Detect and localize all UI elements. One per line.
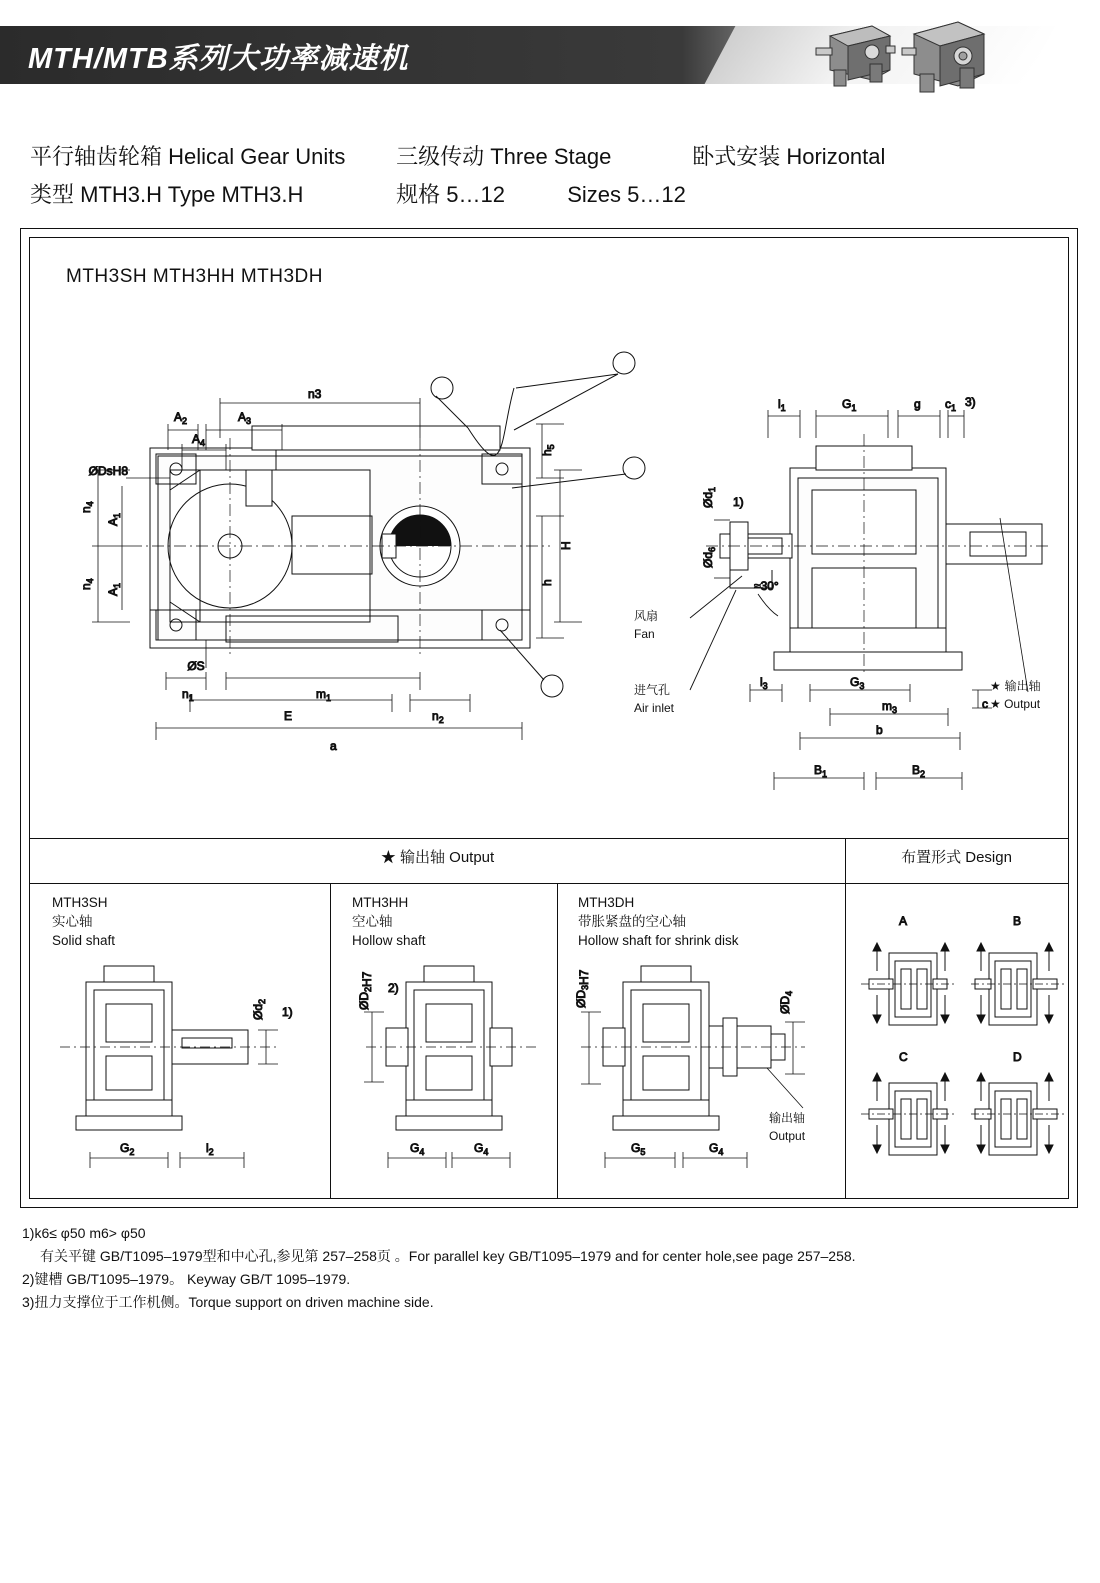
- spec-horizontal: 卧式安装 Horizontal: [692, 144, 886, 169]
- svg-text:B1: $B_1$: [814, 763, 828, 779]
- solid-shaft-drawing: [30, 950, 330, 1200]
- svg-text:G5: $G_5$: [631, 1141, 646, 1157]
- svg-text:m1: $m_1$: [316, 687, 332, 703]
- spec-helical-gear-units: 平行轴齿轮箱 Helical Gear Units: [30, 144, 346, 169]
- panel-2-name: MTH3HH: [352, 895, 409, 910]
- spec-title-row-2: [30, 176, 1070, 214]
- outputs-section-title: ★ 输出轴 Output: [380, 849, 495, 866]
- svg-text:n1: $n_1$: [182, 687, 194, 703]
- svg-text:E: E: [284, 709, 293, 723]
- svg-text:Ød2: $Ød_2$: [251, 998, 267, 1020]
- svg-text:h: h: [540, 579, 554, 586]
- panel-3-captions: [578, 893, 739, 950]
- panel-3-cn: 带胀紧盘的空心轴: [578, 914, 686, 929]
- spec-sizes-cn: 规格 5…12: [396, 182, 505, 207]
- footnote-3: 3)扭力支撑位于工作机侧。Torque support on driven machine side.: [22, 1294, 434, 1310]
- svg-text:1): 1): [282, 1005, 293, 1019]
- shrink-disk-drawing: [557, 950, 847, 1200]
- svg-text:c1: $c_1$: [945, 397, 957, 413]
- svg-text:ØDsH8: ØDsH8: [88, 464, 128, 478]
- svg-text:B: B: [1013, 914, 1022, 928]
- gearbox-icon: [900, 18, 990, 100]
- svg-text:n2: $n_2$: [432, 709, 444, 725]
- svg-text:1): 1): [733, 495, 744, 509]
- page-header: [0, 0, 1100, 110]
- svg-text:C: C: [899, 1050, 908, 1064]
- panel-3-en: Hollow shaft for shrink disk: [578, 933, 739, 948]
- hollow-shaft-drawing: [330, 950, 560, 1200]
- svg-text:h5: $h_5$: [540, 444, 556, 456]
- svg-text:A4: $A_4$: [192, 432, 206, 448]
- svg-text:A1: $A_1$: [106, 582, 122, 596]
- svg-text:G4: $G_4$: [709, 1141, 724, 1157]
- svg-text:c: c: [982, 697, 988, 711]
- assembly-drawing: [30, 238, 1068, 838]
- svg-text:g: g: [914, 397, 921, 411]
- svg-text:G4: $G_4$: [410, 1141, 425, 1157]
- svg-text:A3: $A_3$: [238, 410, 252, 426]
- svg-text:n4: $n_4$: [79, 501, 95, 513]
- panel-2-captions: [352, 893, 426, 950]
- svg-text:Ød6: $Ød_6$: [701, 546, 717, 568]
- divider-horizontal-top: [30, 838, 1068, 839]
- air-inlet-label-cn: 进气孔: [634, 683, 671, 697]
- svg-text:3): 3): [965, 395, 976, 409]
- spec-three-stage: 三级传动 Three Stage: [396, 144, 612, 169]
- spec-sizes-en: Sizes 5…12: [567, 182, 686, 207]
- spec-title-row-1: [30, 138, 1070, 176]
- svg-text:l3: $l_3$: [760, 675, 768, 691]
- panel-1-cn: 实心轴: [52, 914, 93, 929]
- fan-label-cn: 风扇: [634, 609, 659, 623]
- output-label-en: ★ Output: [990, 697, 1041, 711]
- svg-text:G1: $G_1$: [842, 397, 857, 413]
- panel-3-name: MTH3DH: [578, 895, 635, 910]
- svg-text:l2: $l_2$: [206, 1141, 214, 1157]
- svg-text:m3: $m_3$: [882, 699, 898, 715]
- svg-text:l1: $l_1$: [778, 397, 786, 413]
- svg-text:n3: n3: [308, 387, 322, 401]
- design-section-title: 布置形式 Design: [901, 849, 1012, 866]
- fan-label-en: Fan: [634, 627, 655, 641]
- spec-titles: [30, 138, 1070, 214]
- svg-text:≈30°: ≈30°: [754, 579, 779, 593]
- gearbox-icon: [812, 18, 896, 96]
- svg-text:2): 2): [388, 981, 399, 995]
- footnote-2: 2)键槽 GB/T1095–1979。 Keyway GB/T 1095–1979.: [22, 1271, 351, 1287]
- panel-2-cn: 空心轴: [352, 914, 393, 929]
- footnotes: [22, 1222, 1072, 1314]
- footnote-1: 1)k6≤ φ50 m6> φ50: [22, 1225, 146, 1241]
- panel-2-en: Hollow shaft: [352, 933, 426, 948]
- drawing-frame: [29, 237, 1069, 1199]
- panel-3-output-cn: 输出轴: [769, 1111, 806, 1125]
- panel-1-en: Solid shaft: [52, 933, 116, 948]
- design-variants-drawing: [845, 883, 1068, 1193]
- svg-text:a: a: [330, 739, 337, 753]
- svg-text:ØD3H7: $ØD_3H7$: [574, 969, 591, 1008]
- svg-text:Ød1: $Ød_1$: [701, 486, 717, 508]
- panel-1-captions: [52, 893, 115, 950]
- footnote-1b: 有关平键 GB/T1095–1979型和中心孔,参见第 257–258页 。For parallel key GB/T1095–1979 and for center hole,see page 257–258.: [40, 1248, 856, 1264]
- page-title: MTH/MTB系列大功率减速机: [28, 43, 409, 75]
- output-label-cn: ★ 输出轴: [990, 679, 1041, 693]
- svg-text:D: D: [1013, 1050, 1022, 1064]
- drawing-outer-frame: [20, 228, 1078, 1208]
- spec-type: 类型 MTH3.H Type MTH3.H: [30, 182, 304, 207]
- svg-text:ØD4: $ØD_4$: [778, 990, 794, 1014]
- svg-text:b: b: [876, 723, 883, 737]
- svg-text:H: H: [559, 541, 573, 550]
- panel-1-name: MTH3SH: [52, 895, 108, 910]
- svg-text:B2: $B_2$: [912, 763, 926, 779]
- svg-text:G2: $G_2$: [120, 1141, 135, 1157]
- svg-text:G4: $G_4$: [474, 1141, 489, 1157]
- model-designations: MTH3SH MTH3HH MTH3DH: [66, 266, 323, 287]
- svg-text:n4: $n_4$: [79, 578, 95, 590]
- svg-text:A: A: [899, 914, 908, 928]
- svg-text:G3: $G_3$: [850, 675, 865, 691]
- air-inlet-label-en: Air inlet: [634, 701, 675, 715]
- svg-text:ØD2H7: $ØD_2H7$: [357, 971, 374, 1010]
- svg-text:A1: $A_1$: [106, 512, 122, 526]
- svg-text:A2: $A_2$: [174, 410, 188, 426]
- panel-3-output-en: Output: [769, 1129, 806, 1143]
- svg-text:ØS: ØS: [187, 659, 205, 673]
